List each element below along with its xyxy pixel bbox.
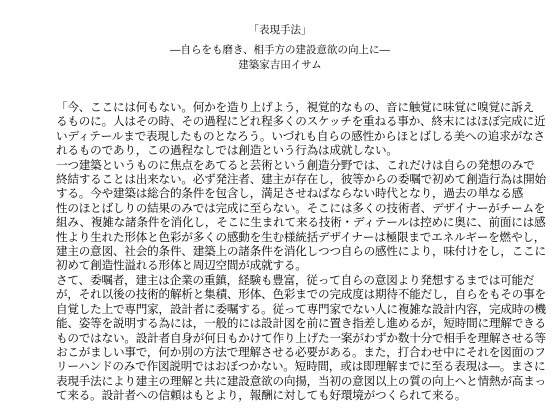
text-line: が，それ以後の技術的解析と集積、形体、色彩までの完成度は期待不能だし，自らをもその事を bbox=[56, 287, 546, 302]
text-line: いディテールまで表現したものとなろう。いづれも自らの感性からほとばしる美への追求がなさ bbox=[56, 128, 545, 143]
text-line: する。今や建築は総合的条件を包含し，満足させねばならない時代となり，過去の単なる感 bbox=[56, 186, 524, 201]
document-title: 「表現手法」 bbox=[248, 24, 312, 36]
document-subtitle: ―自らをも磨き、相手方の建設意欲の向上に― bbox=[169, 44, 391, 56]
text-line: 自覚した上で専門家，設計者に委嘱する。従って専門家でない人に複雑な設計内容，完成時の機 bbox=[56, 301, 546, 316]
text-line: ものではない。設計者自身が何日もかけて作り上げた一案がわずか数十分で相手を理解させる等 bbox=[56, 330, 546, 345]
text-line: 建主の意図、社会的条件、建築上の諸条件を消化しつつ自らの感性により，味付けをし，ここに bbox=[56, 244, 546, 259]
text-line: 性より生れた形体と色彩が多くの感動を生む様統括デザイナーは極限までエネルギーを燃やし， bbox=[56, 229, 546, 244]
text-line: 「今、ここには何もない。何かを造り上げよう，視覚的なもの、音に触覚に味覚に嗅覚に訴え bbox=[56, 100, 535, 114]
text-line: リーハンドのみで作図説明ではおぼつかない。短時間，或は即理解までに至る表現は―。まさに bbox=[56, 359, 546, 374]
paragraph-2 bbox=[56, 158, 546, 273]
text-line: おこがましい事で，何か別の方法で理解させる必要がある。また，打合わせ中にそれを図面のフ bbox=[56, 344, 546, 359]
text-line: れるものであり，この過程なしでは創造という行為は成就しない。 bbox=[56, 143, 398, 158]
text-line: るものに。人はその時、その過程にどれ程多くのスケッチを重ねる事か、終末にはほぼ完成に近 bbox=[56, 114, 546, 129]
text-line: 能、姿等を説明する為には，一般的には設計図を前に置き指差し進めるが，短時間に理解できる bbox=[56, 316, 546, 331]
text-line: さて、委嘱者，建主は企業の重鎮，経験も豊富，従って自らの意図より発想するまでは可能だ bbox=[56, 272, 535, 287]
text-line: 一つ建築というものに焦点をあてると芸術という創造分野では、これだけは自らの発想のみで bbox=[56, 157, 535, 172]
paragraph-3 bbox=[56, 273, 546, 403]
document-author: 建築家吉田イサム bbox=[238, 59, 322, 71]
text-line: 初めて創造性溢れる形体と周辺空間が成就する。 bbox=[56, 258, 307, 273]
text-line: て来る。設計者への信頼はもとより，報酬に対しても好環境がつくられて来る。 bbox=[56, 388, 467, 403]
text-line: 表現手法により建主の理解と共に建設意欲の向揚，当初の意図以上の質の向上へと情熱が高まっ bbox=[56, 373, 546, 388]
document-body bbox=[56, 100, 546, 403]
text-line: 組み、複雑な諸条件を消化し，そこに生まれて来る技術・ディテールは控めに奥に、前面には感 bbox=[56, 215, 546, 230]
paragraph-1 bbox=[56, 100, 546, 158]
text-line: 終結することは出来ない。必ず発注者、建主が存在し，彼等からの委嘱で初めて創造行為は開始 bbox=[56, 172, 546, 187]
text-line: 性のほとばしりの結果のみでは完成に至らない。そこには多くの技術者、デザイナーがチームを bbox=[56, 200, 546, 215]
